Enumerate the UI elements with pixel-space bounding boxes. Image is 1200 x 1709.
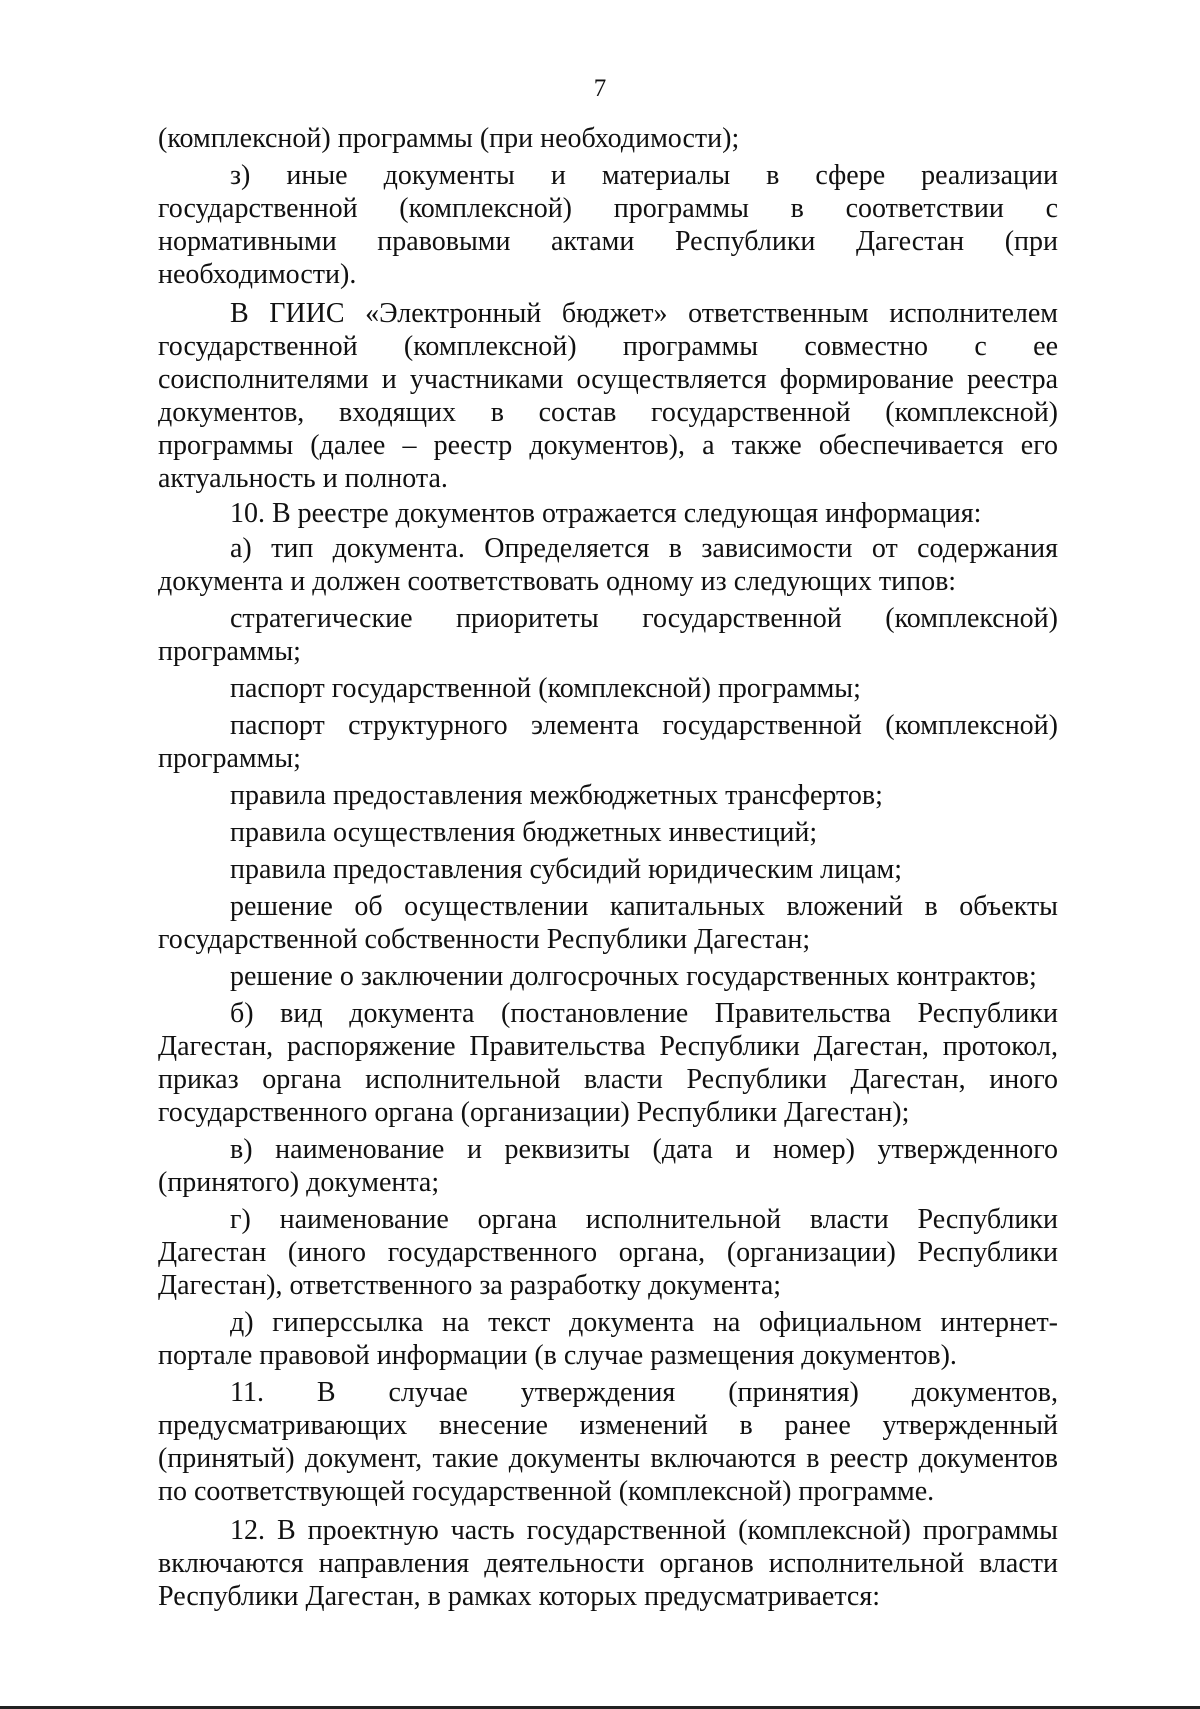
paragraph: паспорт структурного элемента государственной (комплексной) программы; [158,710,1058,774]
paragraph: а) тип документа. Определяется в зависимости от содержания документа и должен соответствовать одному из следующих типов: [158,533,1058,597]
paragraph: правила предоставления субсидий юридическим лицам; [230,854,903,885]
paragraph: правила предоставления межбюджетных трансфертов; [230,780,883,811]
paragraph: 11. В случае утверждения (принятия) документов, предусматривающих внесение изменений в ранее утвержденный (принятый) документ, такие документы включаются в реестр документов по соответствующей государственной (комплексной) программе. [158,1377,1058,1507]
page-number: 7 [593,75,607,102]
paragraph: г) наименование органа исполнительной власти Республики Дагестан (иного государственного органа, (организации) Республики Дагестан), ответственного за разработку документа; [158,1204,1058,1301]
paragraph: паспорт государственной (комплексной) программы; [230,673,861,704]
paragraph: В ГИИС «Электронный бюджет» ответственным исполнителем государственной (комплексной) программы совместно с ее соисполнителями и участниками осуществляется формирование реестра документов, входящих в состав государственной (комплексной) программы (далее – реестр документов), а также обеспечивается его актуальность и полнота. [158,298,1058,494]
paragraph: (комплексной) программы (при необходимости); [158,123,740,154]
paragraph: правила осуществления бюджетных инвестиций; [230,817,818,848]
document-body [158,122,1058,1613]
paragraph: решение об осуществлении капитальных вложений в объекты государственной собственности Республики Дагестан; [158,891,1058,955]
paragraph: 12. В проектную часть государственной (комплексной) программы включаются направления деятельности органов исполнительной власти Республики Дагестан, в рамках которых предусматривается: [158,1515,1058,1612]
paragraph: решение о заключении долгосрочных государственных контрактов; [230,961,1037,992]
paragraph: 10. В реестре документов отражается следующая информация: [230,498,982,529]
paragraph: в) наименование и реквизиты (дата и номер) утвержденного (принятого) документа; [158,1134,1058,1198]
paragraph: з) иные документы и материалы в сфере реализации государственной (комплексной) программы в соответствии с нормативными правовыми актами Республики Дагестан (при необходимости). [158,160,1058,290]
paragraph: д) гиперссылка на текст документа на официальном интернет-портале правовой информации (в случае размещения документов). [158,1307,1058,1371]
paragraph: б) вид документа (постановление Правительства Республики Дагестан, распоряжение Правительства Республики Дагестан, протокол, приказ органа исполнительной власти Республики Дагестан, иного государственного органа (организации) Республики Дагестан); [158,998,1058,1128]
paragraph: стратегические приоритеты государственной (комплексной) программы; [158,603,1058,667]
